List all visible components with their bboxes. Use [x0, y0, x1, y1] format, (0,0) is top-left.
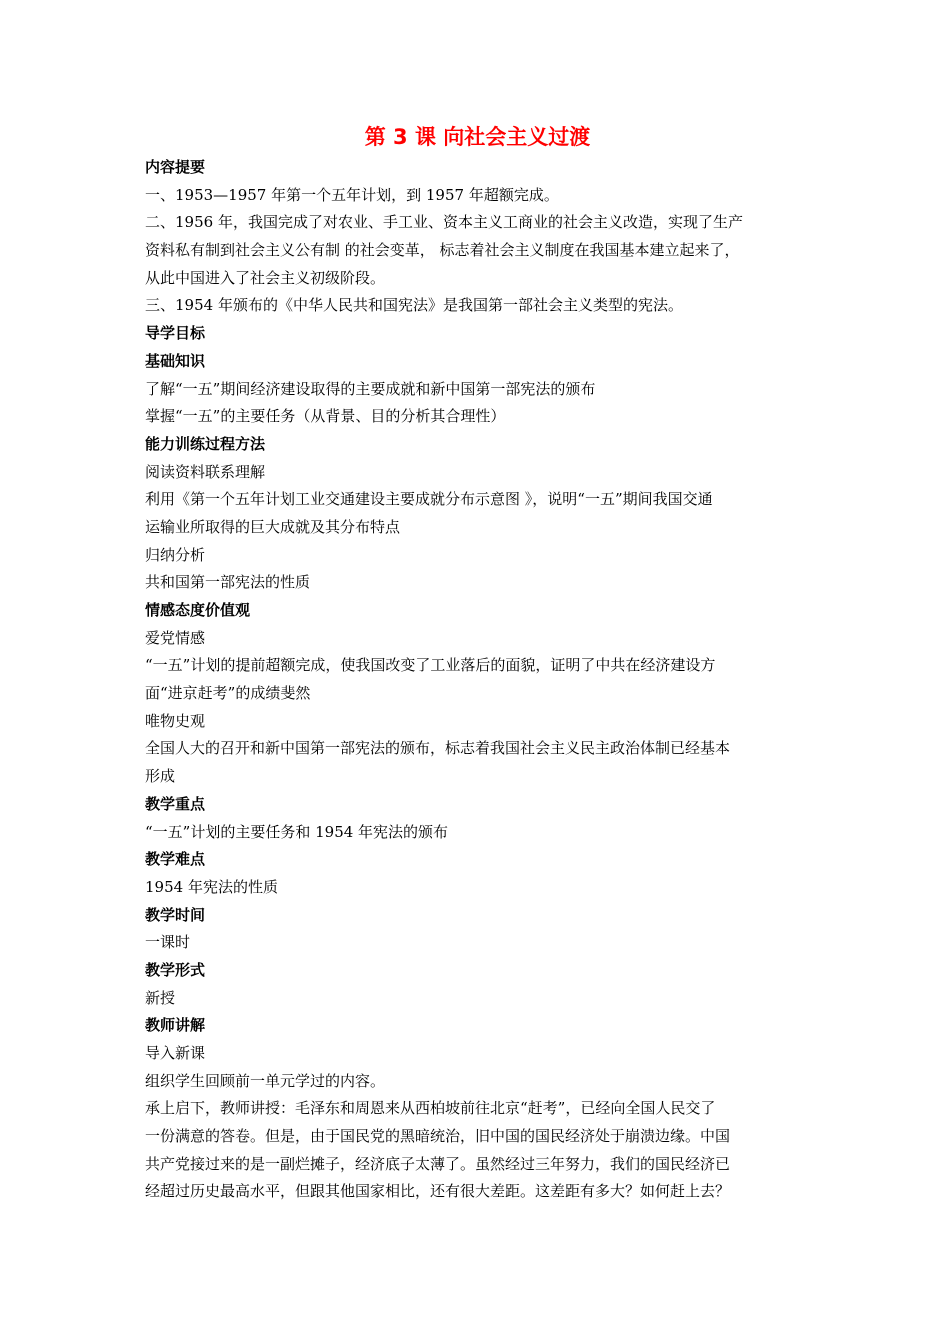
section-heading: 导学目标 — [145, 324, 206, 343]
text-line: 形成 — [145, 767, 176, 786]
lesson-title: 第 3 课 向社会主义过渡 — [364, 125, 591, 149]
text-line: 经超过历史最高水平，但跟其他国家相比，还有很大差距。这差距有多大？如何赶上去？ — [145, 1182, 731, 1201]
section-heading: 内容提要 — [145, 158, 206, 176]
text-line: 运输业所取得的巨大成就及其分布特点 — [145, 517, 401, 536]
text-line: 共和国第一部宪法的性质 — [145, 573, 311, 592]
text-line: 一、1953—1957 年第一个五年计划，到 1957 年超额完成。 — [145, 185, 559, 204]
text-line: 从此中国进入了社会主义初级阶段。 — [145, 268, 386, 287]
text-line: 1954 年宪法的性质 — [145, 877, 278, 896]
text-line: “一五”计划的提前超额完成，使我国改变了工业落后的面貌，证明了中共在经济建设方 — [145, 656, 716, 675]
document-page — [145, 122, 810, 1206]
text-line: 组织学生回顾前一单元学过的内容。 — [145, 1071, 386, 1090]
text-line: 全国人大的召开和新中国第一部宪法的颁布，标志着我国社会主义民主政治体制已经基本 — [145, 739, 731, 758]
section-heading: 基础知识 — [145, 351, 206, 370]
section-heading: 教学形式 — [145, 960, 206, 979]
text-line: 利用《第一个五年计划工业交通建设主要成就分布示意图 》，说明“一五”期间我国交通 — [145, 490, 713, 509]
text-line: 一份满意的答卷。但是，由于国民党的黑暗统治，旧中国的国民经济处于崩溃边缘。中国 — [145, 1127, 731, 1146]
section-heading: 教师讲解 — [145, 1016, 206, 1035]
document-body — [145, 154, 810, 1206]
text-line: 唯物史观 — [145, 711, 206, 730]
text-line: 承上启下，教师讲授：毛泽东和周恩来从西柏坡前往北京“赶考”，已经向全国人民交了 — [145, 1099, 716, 1118]
text-line: 爱党情感 — [145, 628, 206, 647]
text-line: “一五”计划的主要任务和 1954 年宪法的颁布 — [145, 822, 449, 841]
text-line: 共产党接过来的是一副烂摊子，经济底子太薄了。虽然经过三年努力，我们的国民经济已 — [145, 1154, 731, 1173]
section-heading: 教学难点 — [145, 850, 206, 869]
text-line: 新授 — [145, 988, 176, 1007]
section-heading: 教学重点 — [145, 794, 206, 813]
text-line: 掌握“一五”的主要任务（从背景、目的分析其合理性） — [145, 407, 506, 426]
section-heading: 教学时间 — [145, 905, 206, 924]
section-heading: 能力训练过程方法 — [145, 434, 266, 453]
text-line: 导入新课 — [145, 1044, 206, 1062]
section-heading: 情感态度价值观 — [145, 601, 251, 619]
text-line: 了解“一五”期间经济建设取得的主要成就和新中国第一部宪法的颁布 — [145, 379, 596, 398]
text-line: 面“进京赶考”的成绩斐然 — [145, 684, 311, 703]
text-line: 归纳分析 — [145, 545, 206, 564]
text-line: 二、1956 年，我国完成了对农业、手工业、资本主义工商业的社会主义改造，实现了生产 — [145, 213, 743, 232]
text-line: 阅读资料联系理解 — [145, 462, 266, 481]
text-line: 三、1954 年颁布的《中华人民共和国宪法》是我国第一部社会主义类型的宪法。 — [145, 296, 683, 315]
text-line: 一课时 — [145, 933, 191, 952]
text-line: 资料私有制到社会主义公有制 的社会变革， 标志着社会主义制度在我国基本建立起来了， — [145, 241, 740, 260]
